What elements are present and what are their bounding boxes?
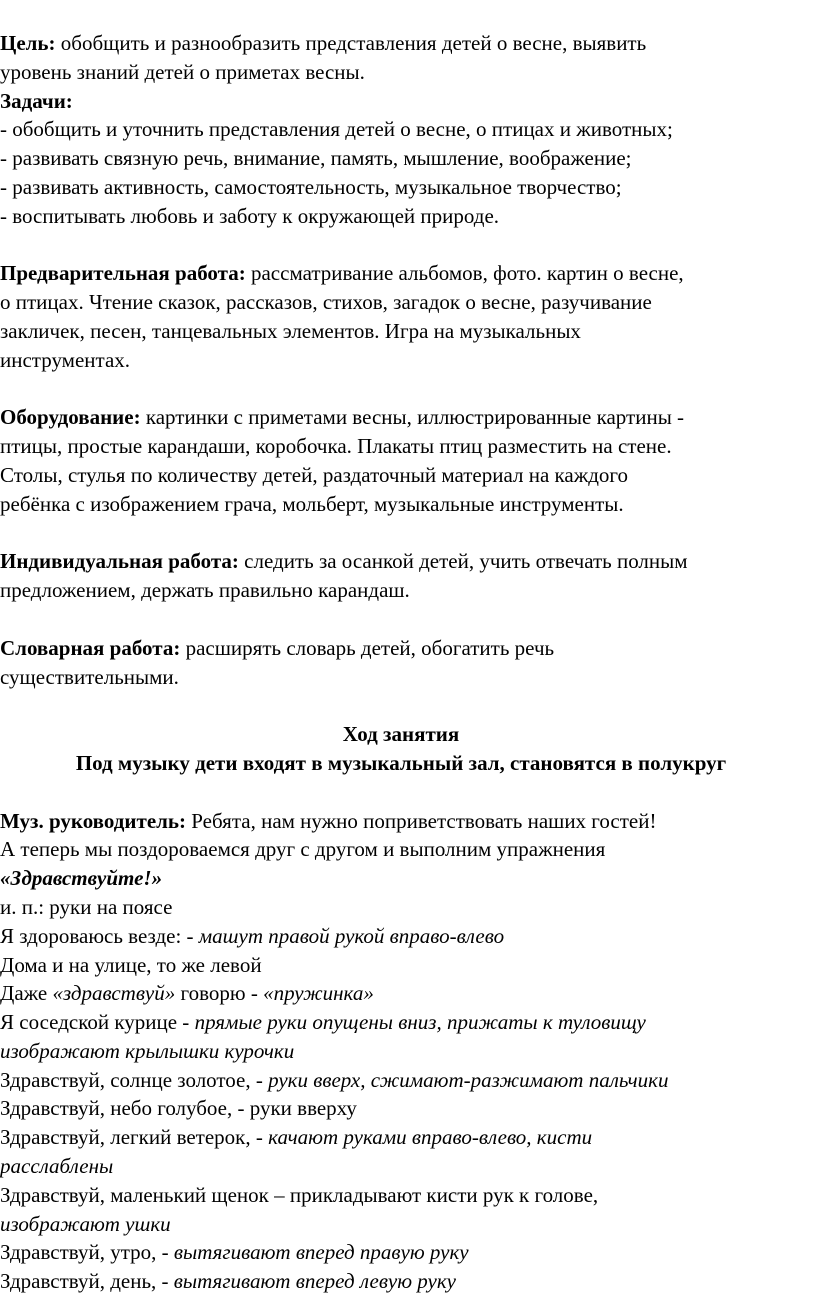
verse-line: Здравствуй, небо голубое, - руки вверху — [0, 1096, 357, 1121]
verse-text: Я здороваюсь везде: - — [0, 923, 199, 948]
verse-action: машут правой рукой вправо-влево — [198, 923, 505, 948]
spacer — [0, 691, 802, 720]
spacer — [0, 519, 802, 548]
task-item: - обобщить и уточнить представления детей о весне, о птицах и животных; — [0, 117, 673, 142]
vocabulary-text-1: расширять словарь детей, обогатить речь — [180, 635, 555, 660]
equipment-text-2: птицы, простые карандаши, коробочка. Плакаты птиц разместить на стене. — [0, 434, 672, 459]
verse-line — [0, 1267, 802, 1296]
verse-line: Здравствуй, маленький щенок – прикладывают кисти рук к голове, — [0, 1182, 599, 1207]
equipment-text-1: картинки с приметами весны, иллюстрированные картины - — [140, 405, 685, 430]
individual-label: Индивидуальная работа: — [0, 549, 239, 574]
verse-action: вытягивают вперед левую руку — [173, 1269, 456, 1294]
verse-line: Дома и на улице, то же левой — [0, 952, 262, 977]
verse-line — [0, 979, 802, 1008]
verse-text: Даже — [0, 981, 53, 1006]
spacer — [0, 605, 802, 634]
verse-action: «здравствуй» — [52, 981, 176, 1006]
equipment-text-3: Столы, стулья по количеству детей, раздаточный материал на каждого — [0, 462, 629, 487]
equipment-text-4: ребёнка с изображением грача, мольберт, музыкальные инструменты. — [0, 491, 624, 516]
individual-text-1: следить за осанкой детей, учить отвечать полным — [238, 549, 688, 574]
intro-line: А теперь мы поздороваемся друг с другом и выполним упражнения — [0, 837, 606, 862]
vocabulary-text-2: существительными. — [0, 664, 179, 689]
start-position: и. п.: руки на поясе — [0, 894, 173, 919]
speaker-line — [0, 807, 802, 836]
verse-text: говорю - — [175, 981, 264, 1006]
task-item: - воспитывать любовь и заботу к окружающей природе. — [0, 203, 500, 228]
goal-text-2: уровень знаний детей о приметах весны. — [0, 59, 365, 84]
speaker-label: Муз. руководитель: — [0, 808, 187, 833]
verse-line: изображают крылышки курочки — [0, 1038, 295, 1063]
preliminary-text-2: о птицах. Чтение сказок, рассказов, стихов, загадок о весне, разучивание — [0, 290, 652, 315]
task-item: - развивать активность, самостоятельность, музыкальное творчество; — [0, 174, 622, 199]
verse-line — [0, 1238, 802, 1267]
preliminary-line-1 — [0, 259, 802, 288]
exercise-name: «Здравствуйте!» — [0, 866, 163, 891]
spacer — [0, 778, 802, 807]
verse-action: «пружинка» — [263, 981, 374, 1006]
verse-line — [0, 1008, 802, 1037]
individual-text-2: предложением, держать правильно карандаш. — [0, 578, 410, 603]
verse-text: Здравствуй, день, - — [0, 1269, 174, 1294]
goal-line-1 — [0, 29, 802, 58]
verse-line — [0, 1123, 802, 1152]
equipment-label: Оборудование: — [0, 405, 141, 430]
preliminary-text-1: рассматривание альбомов, фото. картин о весне, — [245, 261, 684, 286]
lesson-subheading: Под музыку дети входят в музыкальный зал, становятся в полукруг — [75, 750, 727, 775]
spacer — [0, 375, 802, 404]
lesson-heading: Ход занятия — [342, 722, 460, 747]
preliminary-text-4: инструментах. — [0, 347, 131, 372]
vocabulary-line-1 — [0, 634, 802, 663]
verse-text: Я соседской курице - — [0, 1010, 195, 1035]
preliminary-text-3: закличек, песен, танцевальных элементов. Игра на музыкальных — [0, 318, 581, 343]
speaker-greeting: Ребята, нам нужно поприветствовать наших гостей! — [186, 808, 657, 833]
verse-text: Здравствуй, легкий ветерок, - — [0, 1125, 269, 1150]
verse-line: изображают ушки — [0, 1211, 171, 1236]
verse-action: качают руками вправо-влево, кисти — [268, 1125, 593, 1150]
goal-text-1: обобщить и разнообразить представления детей о весне, выявить — [55, 31, 647, 55]
equipment-line-1 — [0, 403, 802, 432]
verse-text: Здравствуй, солнце золотое, - — [0, 1067, 269, 1092]
verse-line — [0, 922, 802, 951]
verse-line: расслаблены — [0, 1154, 114, 1179]
vocabulary-label: Словарная работа: — [0, 635, 181, 660]
verse-action: вытягивают вперед правую руку — [173, 1240, 469, 1265]
tasks-label: Задачи: — [0, 88, 73, 113]
individual-line-1 — [0, 547, 802, 576]
goal-label: Цель: — [0, 31, 56, 55]
verse-action: руки вверх, сжимают-разжимают пальчики — [268, 1067, 669, 1092]
preliminary-label: Предварительная работа: — [0, 261, 246, 286]
verse-line — [0, 1066, 802, 1095]
spacer — [0, 231, 802, 260]
verse-action: прямые руки опущены вниз, прижаты к туловищу — [194, 1010, 646, 1035]
verse-text: Здравствуй, утро, - — [0, 1240, 174, 1265]
task-item: - развивать связную речь, внимание, память, мышление, воображение; — [0, 146, 632, 171]
